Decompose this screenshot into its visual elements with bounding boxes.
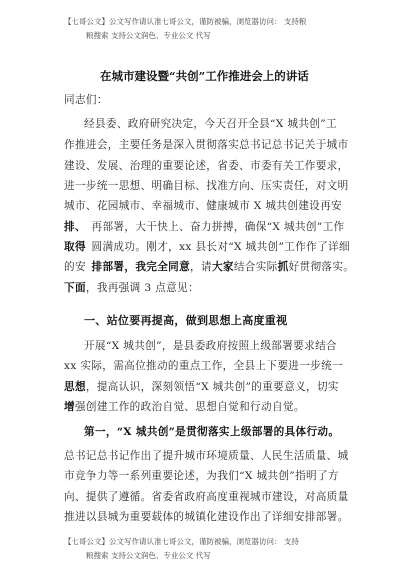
paragraph-line: 城市、花园城市、幸福城市、健康城市 X 城共创建设再安 <box>64 200 342 212</box>
bold-text: 下面 <box>64 282 86 294</box>
line-text: 好贯彻落实。 <box>288 261 355 273</box>
bold-text: 思想 <box>64 381 86 393</box>
paragraph-line: 作推进会，主要任务是深入贯彻落实总书记总书记关于城市 <box>64 139 349 151</box>
paragraph-line: 经县委、政府研究决定，今天召开全县“X 城共创”工 <box>84 118 337 130</box>
line-text: ，提高认识，深刻领悟“X 城共创”的重要意义，切实 <box>85 381 339 393</box>
paragraph-line <box>64 219 345 234</box>
paragraph-line: 向、提供了遵循。省委省政府高度重视城市建设，对高质量 <box>64 491 349 503</box>
paragraph-line: 总书记总书记作出了提升城市环境质量、人民生活质量、城 <box>64 450 349 462</box>
document-title: 在城市建设暨“共创”工作推进会上的讲话 <box>100 69 309 83</box>
paragraph-line <box>64 239 350 254</box>
bold-text: 排部署， <box>91 261 136 273</box>
line-text: ，请 <box>190 261 212 273</box>
bold-text: 排、 <box>64 221 86 233</box>
bold-text: 抓 <box>277 261 289 273</box>
line-text: ，我再强调 3 点意见： <box>85 282 199 294</box>
header-line-2: 粮搜索 支持公文润色、专业公文 代写 <box>86 31 211 40</box>
line-text: 圆满成功。刚才，xx 县长对“X 城共创”工作作了详细 <box>91 241 350 253</box>
line-text: 强创建工作的政治自觉、思想自觉和行动自觉。 <box>74 401 305 413</box>
bold-text: 我完全同意 <box>135 261 191 273</box>
line-text: 结合实际 <box>233 261 278 273</box>
paragraph-line: xx 实际，需高位推动的重点工作，全县上下要进一步统一 <box>64 360 344 372</box>
paragraph-line: 建设、发展、治理的重要论述，省委、市委有关工作要求， <box>64 160 349 172</box>
line-text: 的安 <box>64 261 86 273</box>
paragraph-line <box>64 259 354 274</box>
salutation: 同志们： <box>64 94 108 106</box>
paragraph-line: 进一步统一思想、明确目标、找准方向、压实责任，对文明 <box>64 180 349 192</box>
paragraph-line <box>64 399 305 414</box>
point-heading: 第一，“X 城共创”是贯彻落实上级部署的具体行动。 <box>84 426 340 438</box>
section-heading: 一、站位要再提高，做到思想上高度重视 <box>84 314 288 327</box>
footer-line-2: 粮搜索 支持公文润色、专业公文 代写 <box>86 551 211 560</box>
paragraph-line <box>64 379 339 394</box>
bold-text: 大家 <box>211 261 234 273</box>
bold-text: 增 <box>64 401 75 413</box>
line-text: 再部署，大干快上、奋力拼搏，确保“X 城共创”工作 <box>91 221 345 233</box>
bold-text: 取得 <box>64 241 86 253</box>
header-line-1: 【七哥公文】公文写作请认准七哥公文，谨防被骗，浏览器访问： 支持粮 <box>64 17 307 26</box>
paragraph-line: 开展“X 城共创”，是县委政府按照上级部署要求结合 <box>84 340 337 352</box>
paragraph-line: 市竞争力等一系列重要论述，为我们“X 城共创”指明了方 <box>64 470 339 482</box>
paragraph-line: 推进以县城为重要载体的城镇化建设作出了详细安排部署。 <box>64 511 349 523</box>
paragraph-line <box>64 280 199 295</box>
footer-line-1: 【七哥公文】公文写作请认准七哥公文，谨防被骗，浏览器访问： 支持 <box>64 537 299 546</box>
